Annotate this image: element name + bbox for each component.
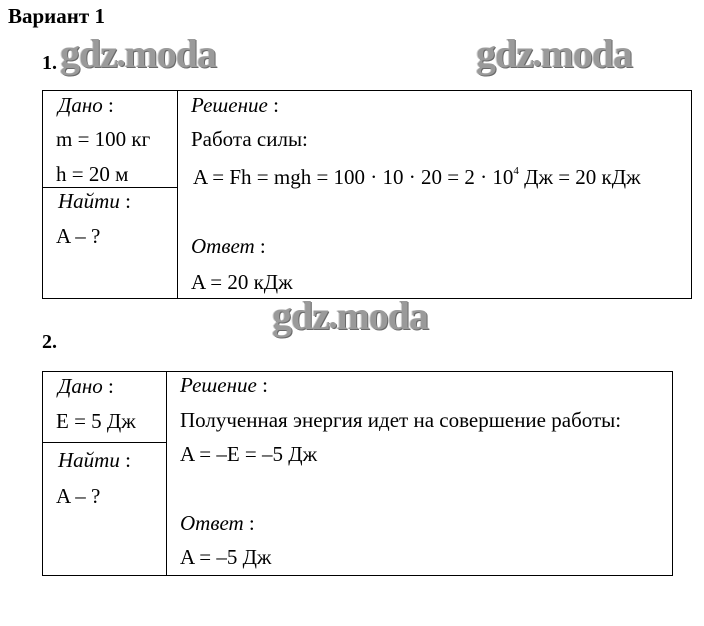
variant-title: Вариант 1 <box>8 4 105 28</box>
watermark-logo: gdz●moda <box>476 31 633 76</box>
task1-answer-title: Ответ : <box>191 234 266 258</box>
task2-formula: A = –E = –5 Дж <box>180 442 318 466</box>
task2-find-value: A – ? <box>56 484 101 508</box>
task2-answer-value: A = –5 Дж <box>180 545 272 569</box>
task1-given-mass: m = 100 кг <box>56 127 151 151</box>
task1-divider-vertical <box>177 90 178 298</box>
task1-divider-horizontal <box>42 187 177 188</box>
watermark-logo: gdz●moda <box>272 293 429 338</box>
task1-formula: A = Fh = mgh = $100 \cdot 10 \cdot 20 = 2 \cdot 10^4$ Дж = 20 кДж <box>193 165 641 189</box>
task1-find-title: Найти : <box>58 189 131 213</box>
watermark-logo: gdz●moda <box>60 31 217 76</box>
task1-table <box>42 90 692 299</box>
task2-number: 2. <box>42 331 57 353</box>
task2-divider-horizontal <box>42 442 166 443</box>
task1-answer-value: A = 20 кДж <box>191 270 293 294</box>
task2-solution-title: Решение : <box>180 373 268 397</box>
task2-divider-vertical <box>166 371 167 575</box>
task2-given-title: Дано : <box>58 374 114 398</box>
task1-number: 1. <box>42 52 57 74</box>
task1-find-value: A – ? <box>56 224 101 248</box>
task1-solution-text: Работа силы: <box>191 127 308 151</box>
task1-solution-title: Решение : <box>191 93 279 117</box>
task1-given-title: Дано : <box>58 93 114 117</box>
task2-table <box>42 371 673 576</box>
task1-given-height: h = 20 м <box>56 162 129 186</box>
task2-find-title: Найти : <box>58 448 131 472</box>
task2-answer-title: Ответ : <box>180 511 255 535</box>
task2-solution-text: Полученная энергия идет на совершение работы: <box>180 408 622 432</box>
task2-given-energy: E = 5 Дж <box>56 409 136 433</box>
